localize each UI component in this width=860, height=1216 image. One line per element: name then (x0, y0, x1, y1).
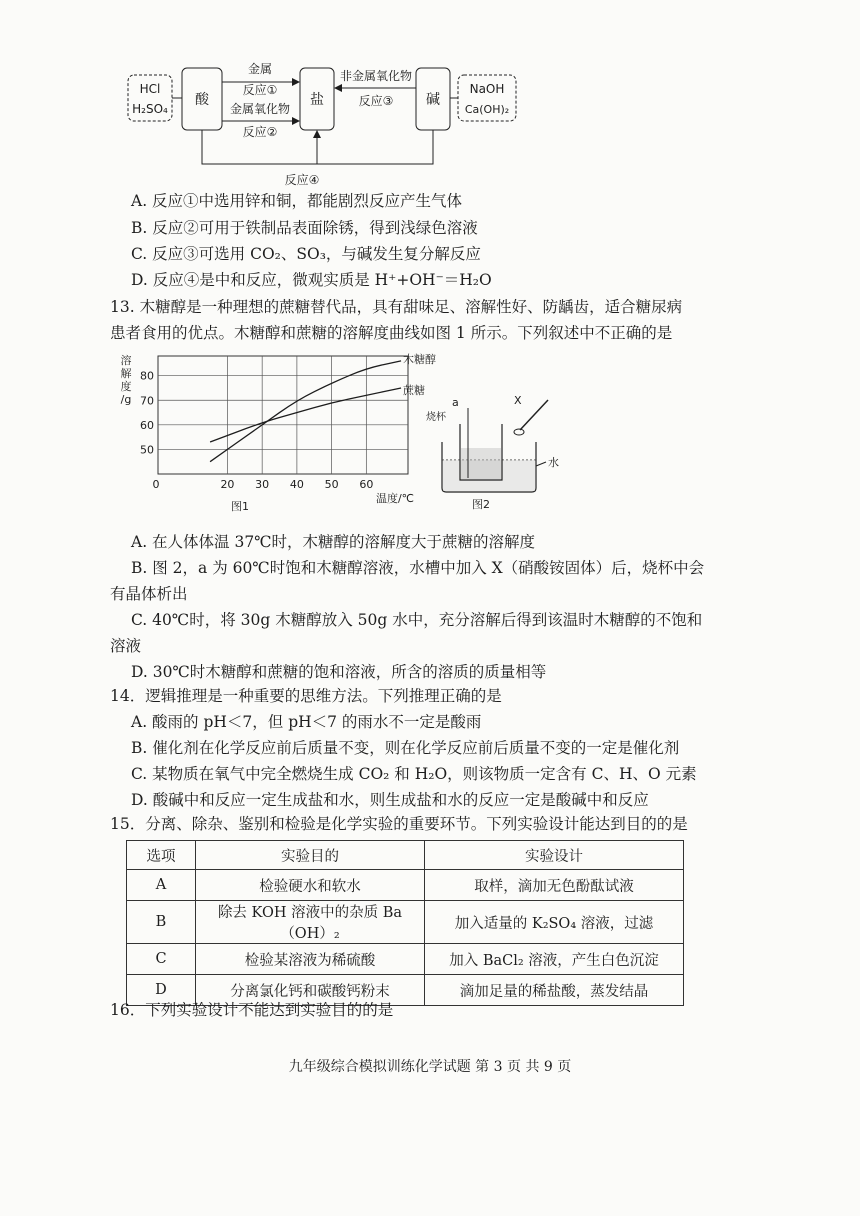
row-option: A (127, 870, 196, 901)
q12-option-a: A. 反应①中选用锌和铜，都能剧烈反应产生气体 (131, 192, 463, 210)
chart-caption: 图1 (231, 500, 249, 513)
chart-x-tick-label: 20 (220, 478, 235, 491)
arrow1-bottom-label: 反应① (242, 83, 278, 97)
q16-stem: 16．下列实验设计不能达到实验目的的是 (110, 1001, 394, 1019)
chart-y-label-part: 解 (120, 367, 132, 380)
figure-2-apparatus (424, 390, 574, 514)
header-design: 实验设计 (425, 841, 684, 870)
q15-table (126, 840, 684, 1006)
table-row (127, 870, 684, 901)
chart-series-label: 木糖醇 (403, 352, 437, 366)
chart-x-axis-label: 温度/℃ (375, 492, 415, 505)
chart-y-label-part: /g (120, 393, 132, 406)
acid-example-2: H₂SO₄ (132, 102, 168, 116)
row-option: D (127, 975, 196, 1006)
chart-y-tick-label: 50 (140, 443, 154, 457)
chart-x-tick-label: 0 (152, 478, 160, 491)
q13-option-d: D. 30℃时木糖醇和蔗糖的饱和溶液，所含的溶质的质量相等 (131, 663, 547, 681)
arrow4-label: 反应④ (284, 173, 320, 187)
chart-y-tick-label: 70 (140, 394, 154, 408)
chart-x-tick-label: 50 (324, 478, 339, 491)
label-beaker: 烧杯 (426, 412, 446, 423)
chart-y-label-part: 度 (120, 380, 132, 393)
q14-option-b: B. 催化剂在化学反应前后质量不变，则在化学反应前后质量不变的一定是催化剂 (131, 739, 680, 757)
label-a: a (452, 396, 459, 409)
q13-option-a: A. 在人体体温 37℃时，木糖醇的溶解度大于蔗糖的溶解度 (131, 533, 536, 551)
chart-x-tick-label: 30 (255, 478, 270, 491)
row-option: B (127, 901, 196, 944)
row-design: 取样，滴加无色酚酞试液 (425, 870, 684, 901)
row-purpose: 分离氯化钙和碳酸钙粉末 (196, 975, 425, 1006)
base-example-1: NaOH (469, 82, 505, 96)
table-header-row (127, 841, 684, 870)
arrow3-bottom-label: 反应③ (358, 94, 394, 108)
arrow2-bottom-label: 反应② (242, 125, 278, 139)
acid-label: 酸 (195, 92, 209, 108)
q14-option-a: A. 酸雨的 pH＜7，但 pH＜7 的雨水不一定是酸雨 (131, 713, 482, 731)
label-water: 水 (548, 456, 559, 469)
header-option: 选项 (127, 841, 196, 870)
row-purpose: 检验硬水和软水 (196, 870, 425, 901)
q14-option-c: C. 某物质在氧气中完全燃烧生成 CO₂ 和 H₂O，则该物质一定含有 C、H、O 元素 (131, 765, 697, 783)
reaction-diagram (120, 58, 520, 190)
arrow3-top-label: 非金属氧化物 (339, 69, 413, 83)
chart-y-tick-label: 60 (140, 418, 154, 432)
arrow2-top-label: 金属氧化物 (229, 102, 291, 116)
q12-option-d: D. 反应④是中和反应，微观实质是 H⁺+OH⁻＝H₂O (131, 271, 492, 289)
page-footer: 九年级综合模拟训练化学试题 第 3 页 共 9 页 (288, 1059, 572, 1075)
acid-example-1: HCl (139, 82, 161, 96)
q14-option-d: D. 酸碱中和反应一定生成盐和水，则生成盐和水的反应一定是酸碱中和反应 (131, 791, 649, 809)
q13-option-b: B. 图 2，a 为 60℃时饱和木糖醇溶液，水槽中加入 X（硝酸铵固体）后，烧杯中会 (131, 559, 705, 577)
q12-option-b: B. 反应②可用于铁制品表面除锈，得到浅绿色溶液 (131, 219, 478, 237)
table-row (127, 901, 684, 944)
row-option: C (127, 944, 196, 975)
base-example-2: Ca(OH)₂ (464, 103, 510, 116)
row-purpose: 检验某溶液为稀硫酸 (196, 944, 425, 975)
chart-x-tick-label: 60 (359, 478, 374, 491)
q13-stem-line1: 13. 木糖醇是一种理想的蔗糖替代品，具有甜味足、溶解性好、防龋齿，适合糖尿病 (110, 298, 683, 316)
q14-stem: 14．逻辑推理是一种重要的思维方法。下列推理正确的是 (110, 687, 502, 705)
salt-label: 盐 (310, 92, 324, 108)
chart-y-label-part: 溶 (120, 354, 132, 367)
row-purpose: 除去 KOH 溶液中的杂质 Ba（OH）₂ (196, 901, 425, 944)
q13-option-c-cont: 溶液 (110, 637, 142, 655)
label-x: X (514, 394, 522, 407)
q13-stem-line2: 患者食用的优点。木糖醇和蔗糖的溶解度曲线如图 1 所示。下列叙述中不正确的是 (110, 324, 673, 342)
q13-option-b-cont: 有晶体析出 (110, 585, 188, 603)
chart-y-axis-label (121, 353, 132, 406)
spoon-x (520, 400, 548, 430)
arrow1-top-label: 金属 (247, 62, 273, 76)
chart-series-line-0 (210, 361, 401, 462)
q15-stem: 15．分离、除杂、鉴别和检验是化学实验的重要环节。下列实验设计能达到目的的是 (110, 815, 688, 833)
base-label: 碱 (426, 92, 440, 108)
row-design: 滴加足量的稀盐酸，蒸发结晶 (425, 975, 684, 1006)
q13-option-c: C. 40℃时，将 30g 木糖醇放入 50g 水中，充分溶解后得到该温时木糖醇的不饱和 (131, 611, 703, 629)
chart-series-label: 蔗糖 (403, 383, 426, 397)
chart-y-tick-label: 80 (140, 369, 154, 383)
table-row (127, 944, 684, 975)
row-design: 加入 BaCl₂ 溶液，产生白色沉淀 (425, 944, 684, 975)
header-purpose: 实验目的 (196, 841, 425, 870)
row-design: 加入适量的 K₂SO₄ 溶液，过滤 (425, 901, 684, 944)
chart-plot-frame (158, 356, 408, 474)
q12-option-c: C. 反应③可选用 CO₂、SO₃，与碱发生复分解反应 (131, 245, 481, 263)
chart-x-tick-label: 40 (289, 478, 304, 491)
figure-2-caption: 图2 (472, 498, 490, 511)
